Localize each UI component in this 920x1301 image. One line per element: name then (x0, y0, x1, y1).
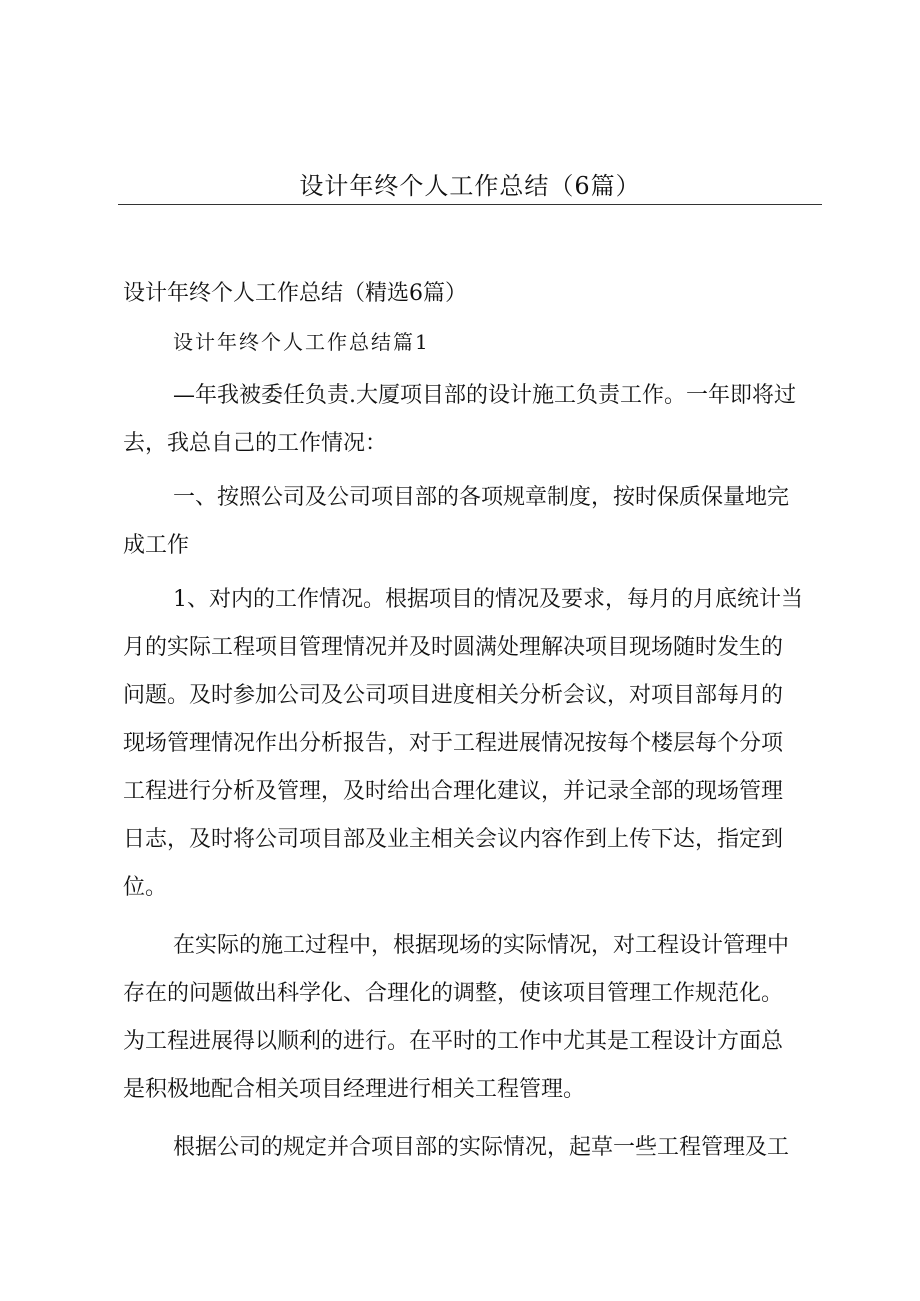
paragraph-line: 工程进行分析及管理，及时给出合理化建议，并记录全部的现场管理 (123, 779, 784, 804)
paragraph-line: 问题。及时参加公司及公司项目进度相关分析会议，对项目部每月的 (123, 683, 784, 708)
paragraph-3 (123, 576, 821, 912)
title-underline (118, 204, 822, 205)
paragraph-4 (123, 922, 821, 1114)
paragraph-line: —年我被委任负责.大厦项目部的设计施工负责工作。一年即将过 (173, 383, 796, 408)
paragraph-line: 1、对内的工作情况。根据项目的情况及要求，每月的月底统计当 (173, 587, 803, 612)
paragraph-1 (123, 372, 821, 468)
paragraph-line: 成工作 (123, 533, 190, 558)
section-title: 设计年终个人工作总结篇1 (173, 330, 430, 354)
document-heading: 设计年终个人工作总结（精选6篇） (123, 281, 467, 306)
paragraph-line: 为工程进展得以顺利的进行。在平时的工作中尤其是工程设计方面总 (123, 1029, 784, 1054)
paragraph-line: 位。 (123, 875, 168, 900)
document-title: 设计年终个人工作总结（6篇） (299, 172, 641, 200)
paragraph-line: 存在的问题做出科学化、合理化的调整，使该项目管理工作规范化。 (123, 981, 784, 1006)
paragraph-line: 月的实际工程项目管理情况并及时圆满处理解决项目现场随时发生的 (123, 635, 784, 660)
paragraph-line: 现场管理情况作出分析报告，对于工程进展情况按每个楼层每个分项 (123, 731, 784, 756)
paragraph-line: 在实际的施工过程中，根据现场的实际情况，对工程设计管理中 (173, 933, 790, 958)
paragraph-line: 去，我总自己的工作情况： (123, 431, 388, 456)
document-body (123, 270, 821, 1172)
paragraph-line: 一、按照公司及公司项目部的各项规章制度，按时保质保量地完 (173, 485, 790, 510)
paragraph-2 (123, 474, 821, 570)
paragraph-line: 日志，及时将公司项目部及业主相关会议内容作到上传下达，指定到 (123, 827, 784, 852)
paragraph-line: 是积极地配合相关项目经理进行相关工程管理。 (123, 1077, 586, 1102)
paragraph-line: 根据公司的规定并合项目部的实际情况，起草一些工程管理及工 (173, 1135, 790, 1160)
paragraph-5 (123, 1124, 821, 1172)
